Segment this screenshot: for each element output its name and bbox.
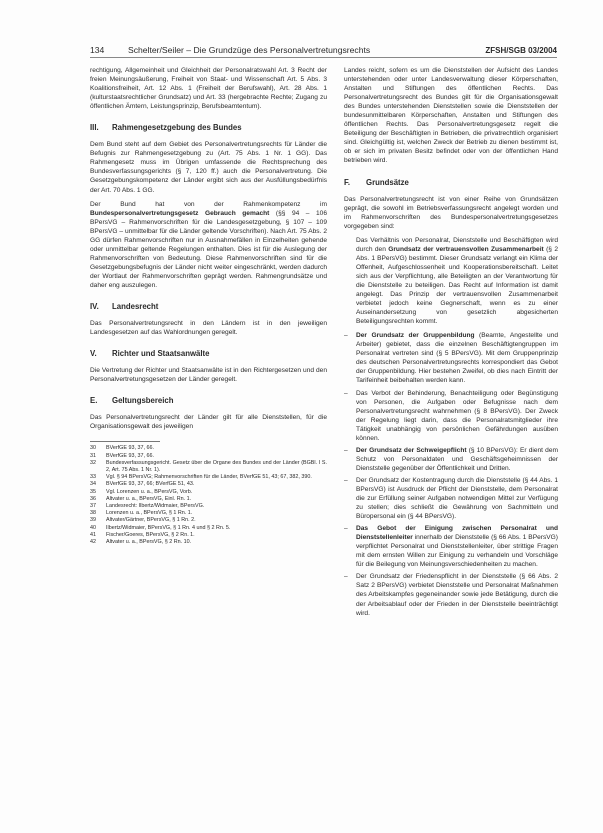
footnote — [90, 445, 327, 452]
list-item — [344, 331, 558, 385]
section-heading: III. Rahmengesetzgebung des Bundes — [90, 123, 242, 133]
list-item — [344, 524, 558, 569]
list-item — [344, 572, 558, 617]
list-item-text: innerhalb der Dienststelle (§ 66 Abs. 1 BPersVG) verpflichtet Personalrat und Dienststellenleiter, über strittige Fragen mit dem ernsten Willen zur Einigung zu verhandeln und Vorschläge für die Beilegung von Meinungsverschiedenheiten zu machen. — [356, 534, 558, 569]
footnote — [90, 481, 327, 488]
footnote-text: BVerfGE 93, 37, 66; BVerfGE 51, 43. — [106, 481, 195, 488]
list-item-emphasis: Der Grundsatz der Schweigepflicht — [356, 446, 467, 454]
footnote-number: 30 — [90, 445, 96, 452]
footnote-text: Ilbertz/Widmaier, BPersVG, § 1 Rn. 4 und § 2 Rn. 5. — [106, 524, 231, 531]
footnote-number: 37 — [90, 503, 96, 510]
footnote — [90, 453, 327, 460]
footnote — [90, 510, 327, 517]
footnote-text: Altvater/Gärtner, BPersVG, § 1 Rn. 2. — [106, 517, 196, 524]
list-item-emphasis: Der Grundsatz der Gruppenbildung — [356, 332, 475, 340]
paragraph: Der Bund hat von der Rahmenkompetenz im Bundespersonalvertretungsgesetz Gebrauch gemacht (§§ 94 – 106 BPersVG – Rahmenvorschriften für die Landesgesetzgebung, § 107 – 109 BPersVG – unmittelbar für die Länder geltende Vorschriften). Nach Art. 75 Abs. 2 GG dürfen Rahmenvorschriften nur in Ausnahmefällen in Einzelheiten gehende oder unmittelbar geltende Regelungen enthalten. Dies ist für die Auslegung der Rahmenvorschriften von Bedeutung. Diese Rahmenvorschriften sind für die Gesetzgebungsbefugnis der Länder nicht weiter eingeschränkt, werden dadurch der Wortlaut der Rahmenvorschriften geprägt werden. Rahmengrundsätze und daher eng auszulegen. — [90, 200, 327, 289]
paragraph: Die Vertretung der Richter und Staatsanwälte ist in den Richtergesetzen und den Personalvertretungsgesetzen der Länder geregelt. — [90, 367, 327, 384]
footnote-number: 40 — [90, 524, 96, 531]
section-heading: V. Richter und Staatsanwälte — [90, 349, 210, 359]
list-item — [344, 476, 558, 521]
footnote — [90, 496, 327, 503]
footnote — [90, 489, 327, 496]
paragraph: Landes reicht, sofern es um die Dienststellen der Aufsicht des Landes unterstehenden oder unter Landesverwaltung dieser Körperschaften, Anstalten und Stiftungen des öffentlichen Rechts. Das Personalvertretungsrecht des Bundes gilt für die Organisationsgewalt des Bundes unterstehenden Dienststellen sowie die Dienststellen der bundesunmittelbaren Körperschaften, Anstalten und Stiftungen des öffentlichen Rechts. Das Personalvertretungsgesetz regelt die Beteiligung der Beschäftigten in Betrieben, die privatrechtlich organisiert sind. Gleichgültig ist, welchen Zweck der Betrieb zu dienen bestimmt ist, ob er sich im privaten Besitz befindet oder von der öffentlichen Hand betrieben wird. — [344, 67, 558, 165]
footnote-text: Fischer/Goeres, BPersVG, § 2 Rn. 1. — [106, 531, 195, 538]
footnote-text: BVerfGE 93, 37, 66. — [106, 452, 154, 459]
footnote — [90, 539, 327, 546]
footnote — [90, 460, 327, 474]
footnotes — [90, 445, 327, 546]
paragraph: Das Personalvertretungsrecht in den Ländern ist in den jeweiligen Landesgesetzen auf das Wahlordnungen geregelt. — [90, 320, 327, 337]
paragraph: Das Personalvertretungsrecht der Länder gilt für alle Dienststellen, für die Organisationsgewalt des jeweiligen — [90, 414, 327, 431]
footnote-number: 36 — [90, 495, 96, 502]
footnote-number: 38 — [90, 510, 96, 517]
running-title: Schelter/Seiler – Die Grundzüge des Personalvertretungsrechts — [128, 45, 371, 55]
footnote-text: Landesrecht: Ilbertz/Widmaier, BPersVG. — [106, 503, 205, 510]
footnote-text: Altvater u. a., BPersVG, Einl. Rn. 1. — [106, 495, 192, 502]
footnote — [90, 525, 327, 532]
right-column — [344, 66, 558, 623]
list-item-text: (§ 10 BPersVG): Er dient dem Schutz von Personaldaten und Geschäftsgeheimnissen der Dienststelle gegenüber der Öffentlichkeit und Dritten. — [356, 446, 558, 472]
footnote-number: 32 — [90, 459, 96, 466]
footnote — [90, 517, 327, 524]
principles-list — [344, 331, 558, 617]
list-item — [344, 446, 558, 473]
left-column — [90, 66, 327, 546]
footnote-divider — [90, 441, 160, 442]
footnote — [90, 532, 327, 539]
footnote-text: Vgl. § 94 BPersVG; Rahmenvorschriften für die Länder, BVerfGE 51, 43; 67, 382, 390. — [106, 474, 312, 481]
list-item-emphasis: Das Gebot der Einigung zwischen Personalrat und Dienststellenleiter — [356, 525, 558, 542]
journal-name: ZFSH/SGB 03/2004 — [485, 46, 557, 55]
page-number: 134 — [90, 45, 105, 55]
paragraph: rechtigung, Allgemeinheit und Gleichheit der Personalratswahl Art. 3 Recht der freien Meinungsäußerung, Freiheit von Staat- und Wissenschaft Art. 5 Abs. 3 Koalitionsfreiheit, Art. 12 Abs. 1 (Freiheit der Berufswahl), Art. 28 Abs. 1 (kulturstaatsrechtlicher Grundsatz) und Art. 33 (hergebrachte Rechte; Zugang zu öffentlichen Ämtern, Leistungsprinzip, Berufsbeamtentum). — [90, 67, 327, 111]
footnote-text: Vgl. Lorenzen u. a., BPersVG, Vorb. — [106, 488, 193, 495]
footnote-text: Altvater u. a., BPersVG, § 2 Rn. 10. — [106, 539, 192, 546]
footnote-number: 34 — [90, 481, 96, 488]
footnote-number: 41 — [90, 531, 96, 538]
section-heading: F. Grundsätze — [344, 177, 409, 187]
footnote — [90, 474, 327, 481]
footnote-number: 33 — [90, 474, 96, 481]
list-item-text: Der Grundsatz der Friedenspflicht in der Dienststelle (§ 66 Abs. 2 Satz 2 BPersVG) verbietet Dienststelle und Personalrat Maßnahmen des Arbeitskampfes gegeneinander sowie jede Betätigung, durch die der Arbeitsablauf oder der Frieden in der Dienststelle beeinträchtigt wird. — [356, 573, 558, 617]
list-item-text: (Beamte, Angestellte und Arbeiter) gebietet, dass die einzelnen Beschäftigtengruppen im Personalrat vertreten sind (§ 5 BPersVG). Mit dem Gruppenprinzip des deutschen Personalvertretungsrechts korrespondiert das Gebot der Gruppenbildung. Hier bestehen Zweifel, ob dies nach Eintritt der Tarifeinheit beibehalten werden kann. — [356, 332, 558, 385]
section-heading: IV. Landesrecht — [90, 302, 159, 312]
footnote-number: 42 — [90, 539, 96, 546]
paragraph: Dem Bund steht auf dem Gebiet des Personalvertretungsrechts für Länder die Befugnis zur Rahmengesetzgebung zu (Art. 75 Abs. 1 Nr. 1 GG). Das Rahmengesetz muss im Übrigen umfassende die Rechtsprechung des Bundesverfassungsgerichts (§ 7, 120 ff.) auch die Personalvertretung. Die Gesetzgebungskompetenz der Länder ergibt sich aus der Ausfüllungsbedürfnis der Art. 70 Abs. 1 GG. — [90, 141, 327, 194]
footnote-text: Lorenzen u. a., BPersVG, § 1 Rn. 1. — [106, 510, 193, 517]
footnote-number: 31 — [90, 452, 96, 459]
paragraph: Das Verhältnis von Personalrat, Dienststelle und Beschäftigten wird durch den Grundsatz der vertrauensvollen Zusammenarbeit (§ 2 Abs. 1 BPersVG) bestimmt. Dieser Grundsatz verlangt ein Klima der Offenheit, Aufgeschlossenheit und Kooperationsbereitschaft. Leitet sich aus der Verpflichtung, alle Beteiligten an der Verantwortung für die Dienststelle zu beteiligen. Das Recht auf Information ist damit angelegt. Das Prinzip der vertrauensvollen Zusammenarbeit verbietet jedoch keine Gegnerschaft, wenn es zu einer Auseinandersetzung von gesetzlich abgesicherten Beteiligungsrechten kommt. — [356, 236, 558, 326]
footnote-text: BVerfGE 93, 37, 66. — [106, 445, 154, 452]
list-item-text: Der Grundsatz der Kostentragung durch die Dienststelle (§ 44 Abs. 1 BPersVG) ist Ausdruck der Pflicht der Dienststelle, dem Personalrat die zur Erfüllung seiner Aufgaben notwendigen Mittel zur Verfügung zu stellen; dies schließt die Gewährung von Sachmitteln und Büropersonal ein (§ 44 BPersVG). — [356, 476, 558, 521]
running-header — [90, 44, 557, 58]
paragraph: Das Personalvertretungsrecht ist von einer Reihe von Grundsätzen geprägt, die sowohl im Betriebsverfassungsrecht angelegt worden und im Rahmenvorschriften des Bundespersonalvertretungsgesetzes vorgegeben sind: — [344, 195, 558, 230]
list-item — [344, 389, 558, 443]
footnote — [90, 503, 327, 510]
list-item-text: Das Verbot der Behinderung, Benachteiligung oder Begünstigung von Personen, die Aufgaben oder Befugnisse nach dem Personalvertretungsrecht wahrnehmen (§ 8 BPersVG). Der Zweck der Regelung liegt darin, dass die Personalratsmitglieder ihre Tätigkeit unabhängig von persönlichen Gefährdungen ausüben können. — [356, 389, 558, 442]
footnote-number: 39 — [90, 517, 96, 524]
section-heading: E. Geltungsbereich — [90, 396, 174, 406]
footnote-text: Bundesverfassungsgericht. Gesetz über die Organe des Bundes und der Länder (BGBl. I S. 2, Art. 75 Abs. 1 Nr. 1). — [106, 459, 327, 474]
footnote-number: 35 — [90, 488, 96, 495]
